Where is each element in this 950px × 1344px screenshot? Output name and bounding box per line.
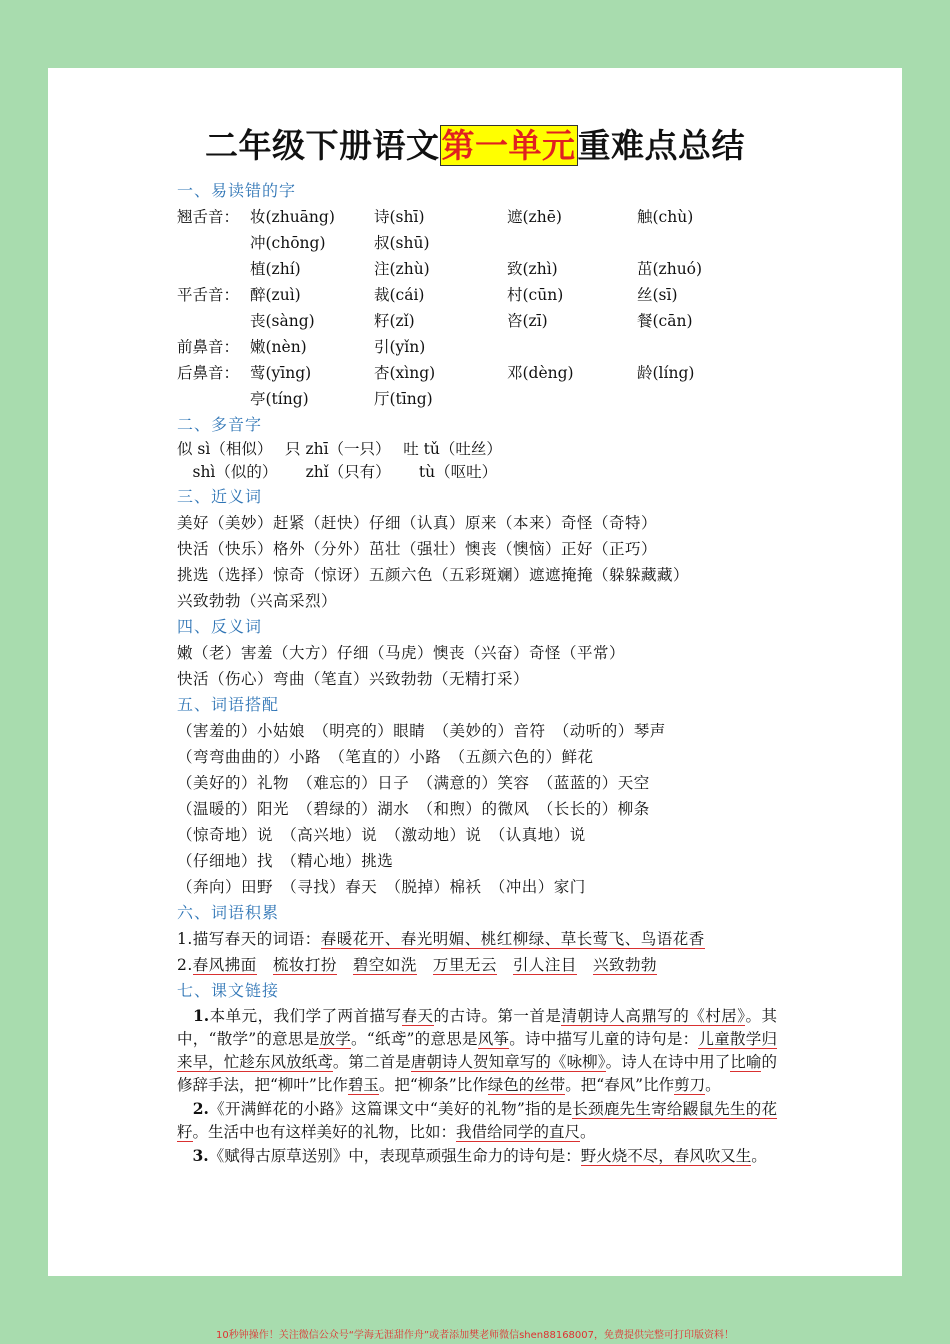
vocab-number: 2. [177,956,193,974]
character-pinyin: 遮(zhē) [507,208,562,226]
page-title [0,120,950,167]
pronunciation-row [177,204,777,230]
para-answer: 剪刀 [674,1076,706,1094]
title-highlight: 第一单元 [441,126,576,165]
character-pinyin: 餐(cān) [637,312,693,330]
para-answer: 清朝诗人高鼎写的《村居》 [561,1007,746,1025]
sound-category: 翘舌音： [177,208,240,226]
para-text: 本单元，我们学了两首描写 [209,1007,402,1025]
title-prefix: 二年级下册语文 [205,126,440,165]
synonym-line: 美好（美妙）赶紧（赶快）仔细（认真）原来（本来）奇怪（奇特） [177,514,658,532]
para-text: 的修辞手法，把“柳叶”比作 [177,1053,777,1094]
character-pinyin: 植(zhí) [250,260,301,278]
character-pinyin: 妆(zhuāng) [250,208,335,226]
character-pinyin: 茁(zhuó) [637,260,703,278]
collocation-line: （温暖的）阳光 （碧绿的）湖水 （和煦）的微风 （长长的）柳条 [177,800,650,818]
vocab-line-1 [177,926,777,952]
sound-category: 前鼻音： [177,338,240,356]
section-heading: 二、多音字 [177,415,263,434]
para-number: 3. [192,1146,209,1165]
vocab-prefix: 1.描写春天的词语： [177,930,321,948]
pronunciation-row [177,360,777,386]
pronunciation-row [177,256,777,282]
character-pinyin: 引(yǐn) [374,338,426,356]
collocation-line: （惊奇地）说 （高兴地）说 （激动地）说 （认真地）说 [177,826,586,844]
vocab-word: 梳妆打扮 [272,956,337,974]
vocab-line-2 [177,952,777,978]
passage-paragraph-1 [177,1004,777,1097]
para-answer: 绿色的丝带 [487,1076,566,1094]
collocation-line: （害羞的）小姑娘 （明亮的）眼睛 （美妙的）音符 （动听的）琴声 [177,722,666,740]
polyphone-line: 似 sì（相似） 只 zhī（一只） 吐 tǔ（吐丝） [177,440,502,458]
character-pinyin: 诗(shī) [374,208,425,226]
synonym-line: 兴致勃勃（兴高采烈） [177,592,338,610]
antonym-line: 嫩（老）害羞（大方）仔细（马虎）懊丧（兴奋）奇怪（平常） [177,644,626,662]
para-answer: 儿童散学归来早，忙趁东风放纸鸢 [177,1030,777,1071]
para-answer: 风筝 [477,1030,510,1048]
para-text: 。“纸鸢”的意思是 [351,1030,478,1048]
para-text: 的古诗。第一首是 [433,1007,562,1025]
character-pinyin: 注(zhù) [374,260,430,278]
pronunciation-row [177,386,777,412]
section-heading: 五、词语搭配 [177,695,280,714]
para-answer: 唐朝诗人贺知章写的《咏柳》 [410,1053,606,1071]
para-text: 。 [580,1123,596,1141]
character-pinyin: 邓(dèng) [507,364,574,382]
pronunciation-row [177,282,777,308]
para-text: 。 [751,1147,767,1165]
character-pinyin: 触(chù) [637,208,694,226]
collocation-line: （弯弯曲曲的）小路 （笔直的）小路 （五颜六色的）鲜花 [177,748,594,766]
pronunciation-table [177,204,777,412]
para-answer: 春天 [401,1007,434,1025]
vocab-word: 兴致勃勃 [592,956,657,974]
vocab-word: 万里无云 [432,956,497,974]
character-pinyin: 咨(zī) [507,312,548,330]
character-pinyin: 嫩(nèn) [250,338,307,356]
section-heading: 一、易读错的字 [177,181,297,200]
para-answer: 我借给同学的直尺 [456,1123,581,1141]
para-text: 。生活中也有这样美好的礼物，比如： [192,1123,457,1141]
para-text: 《开满鲜花的小路》这篇课文中“美好的礼物”指的是 [208,1100,573,1118]
passage-paragraph-2 [177,1097,777,1144]
para-number: 2. [192,1099,209,1118]
para-text: 《赋得古原草送别》中，表现草顽强生命力的诗句是： [208,1147,581,1165]
title-suffix: 重难点总结 [577,126,745,165]
para-number: 1. [193,1006,210,1025]
character-pinyin: 龄(líng) [637,364,695,382]
character-pinyin: 丧(sàng) [250,312,315,330]
synonym-line: 挑选（选择）惊奇（惊讶）五颜六色（五彩斑斓）遮遮掩掩（躲躲藏藏） [177,566,690,584]
worksheet-content [177,178,777,1168]
character-pinyin: 裁(cái) [374,286,425,304]
para-answer: 野火烧不尽，春风吹又生 [580,1147,752,1165]
sound-category: 后鼻音： [177,364,240,382]
para-answer: 长颈鹿先生寄给鼹鼠先生的花籽 [177,1100,777,1141]
character-pinyin: 杏(xìng) [374,364,436,382]
pronunciation-row [177,334,777,360]
character-pinyin: 莺(yīng) [250,364,312,382]
character-pinyin: 厅(tīng) [374,390,433,408]
character-pinyin: 致(zhì) [507,260,558,278]
character-pinyin: 冲(chōng) [250,234,326,252]
vocab-word: 春风拂面 [192,956,257,974]
synonym-line: 快活（快乐）格外（分外）茁壮（强壮）懊丧（懊恼）正好（正巧） [177,540,658,558]
character-pinyin: 亭(tíng) [250,390,309,408]
para-text: 。把“柳条”比作 [378,1076,488,1094]
para-answer: 碧玉 [347,1076,379,1094]
polyphone-line: shì（似的） zhǐ（只有） tù（呕吐） [177,463,498,481]
collocation-line: （仔细地）找 （精心地）挑选 [177,852,394,870]
character-pinyin: 醉(zuì) [250,286,301,304]
pronunciation-row [177,308,777,334]
collocation-line: （美好的）礼物 （难忘的）日子 （满意的）笑容 （蓝蓝的）天空 [177,774,650,792]
character-pinyin: 叔(shū) [374,234,430,252]
para-answer: 比喻 [730,1053,762,1071]
footer-note: 10秒钟操作！关注微信公众号“学海无涯甜作舟”或者添加樊老师微信shen88168007，免费提供完整可打印版资料！ [215,1330,735,1341]
section-heading: 六、词语积累 [177,903,280,922]
para-answer: 放学 [319,1030,352,1048]
section-heading: 四、反义词 [177,617,263,636]
character-pinyin: 籽(zǐ) [374,312,415,330]
para-text: 。其中，“散学”的意思是 [177,1007,777,1048]
antonym-line: 快活（伤心）弯曲（笔直）兴致勃勃（无精打采） [177,670,530,688]
para-text: 。诗中描写儿童的诗句是： [509,1030,699,1048]
collocation-line: （奔向）田野 （寻找）春天 （脱掉）棉袄 （冲出）家门 [177,878,586,896]
para-text: 。诗人在诗中用了 [605,1053,731,1071]
sound-category: 平舌音： [177,286,240,304]
vocab-underlined: 春暖花开、春光明媚、桃红柳绿、草长莺飞、鸟语花香 [320,930,705,948]
vocab-word: 碧空如洗 [352,956,417,974]
pronunciation-row [177,230,777,256]
para-text: 。第二首是 [332,1053,411,1071]
para-text: 。把“春风”比作 [565,1076,675,1094]
section-heading: 三、近义词 [177,487,263,506]
character-pinyin: 丝(sī) [637,286,678,304]
vocab-word: 引人注目 [512,956,577,974]
passage-paragraph-3 [177,1144,777,1168]
para-text: 。 [705,1076,721,1094]
section-heading: 七、课文链接 [177,981,280,1000]
character-pinyin: 村(cūn) [507,286,564,304]
